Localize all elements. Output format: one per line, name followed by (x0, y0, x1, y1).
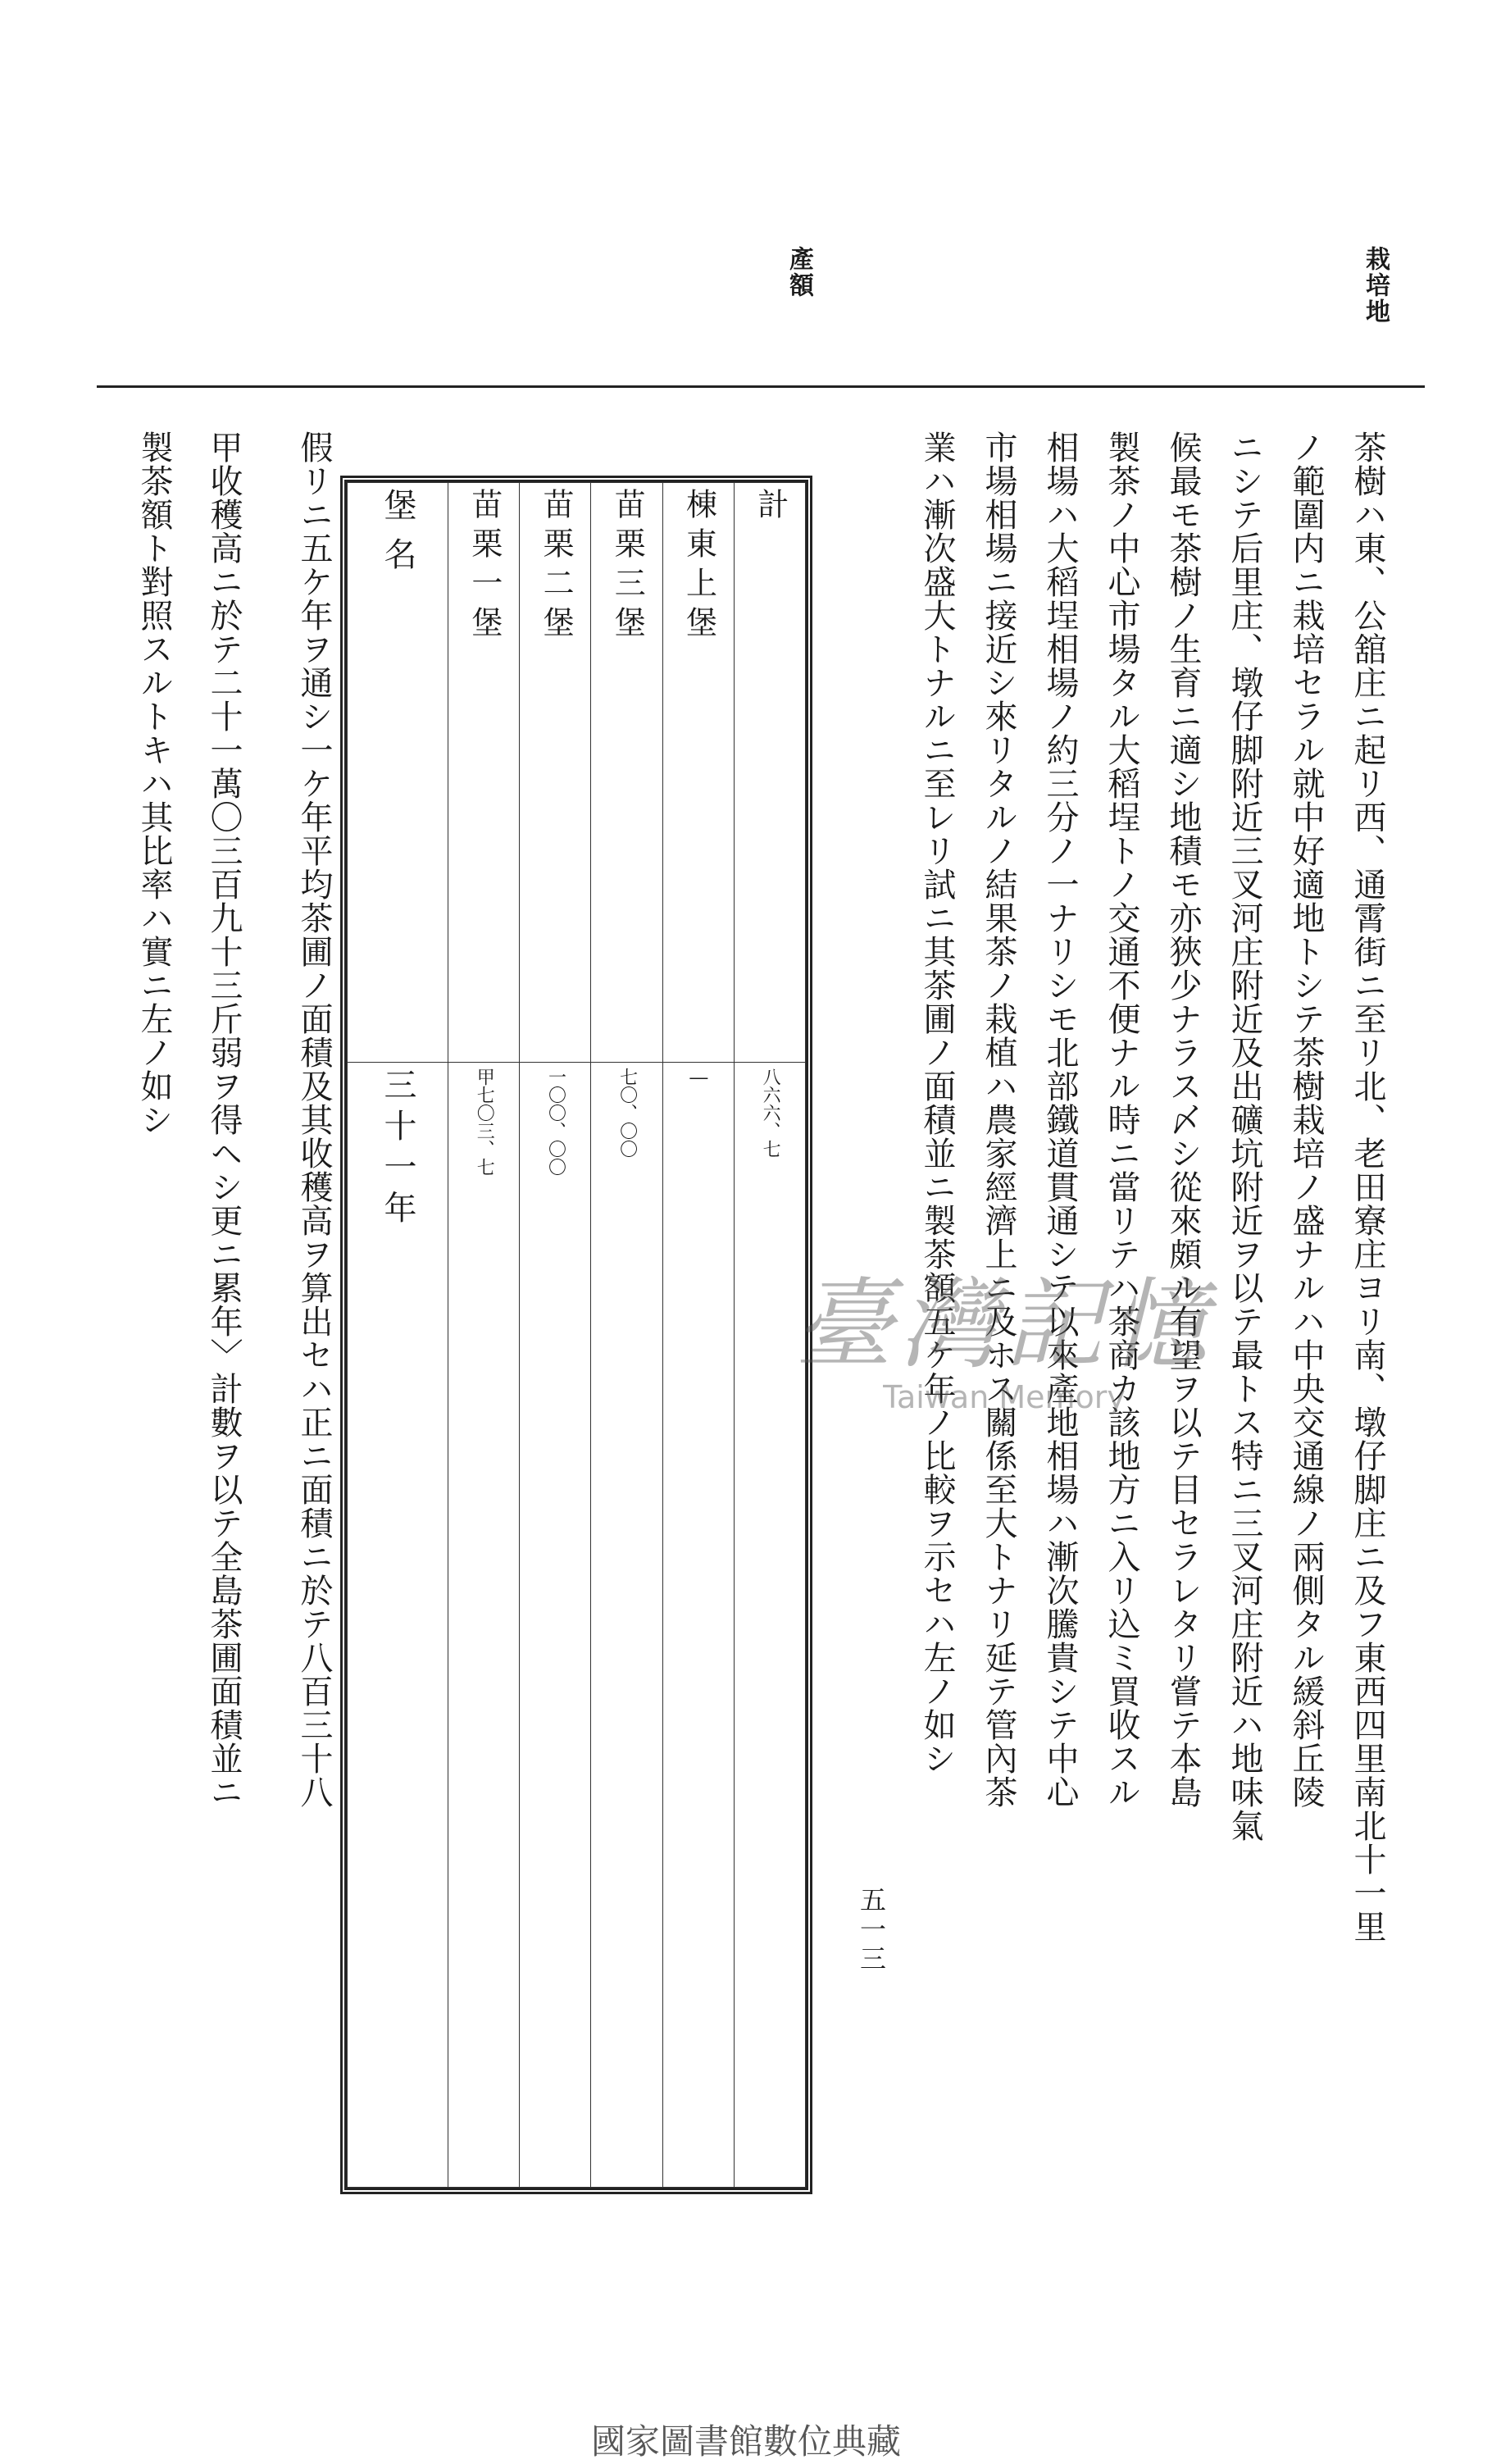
heading-cultivation-area: 栽培地 (1361, 246, 1390, 325)
table-row: 苗栗二堡 (520, 483, 591, 1063)
page-number: 五一三 (856, 1886, 887, 1974)
heading-production: 產額 (785, 246, 813, 298)
year-cell: 三十一年 (348, 1062, 448, 2187)
watermark: 臺灣記憶 Taiwan Memory (794, 1268, 1214, 1415)
footer-caption: 國家圖書館數位典藏 (590, 2421, 901, 2462)
table-cell: 甲七〇三、七 (448, 1062, 519, 2187)
table-cell: 一〇〇、〇〇 (520, 1062, 591, 2187)
text-column: 製茶ノ中心市場タル大稻埕トノ交通不便ナル時ニ當リテハ茶商カ該地方ニ入リ込ミ買收スル (1103, 430, 1140, 1809)
table-row: 苗栗一堡 (448, 483, 519, 1063)
text-column: 假リニ五ケ年ヲ通シ一ケ年平均茶圃ノ面積及其收穫高ヲ算出セハ正ニ面積ニ於テ八百三十八 (295, 430, 333, 1809)
text-column: ニシテ后里庄、墩仔脚附近三叉河庄附近及出礦坑附近ヲ以テ最トス特ニ三叉河庄附近ハ地味氣 (1226, 430, 1263, 1842)
text-column: 甲收穫高ニ於テ二十一萬〇三百九十三斤弱ヲ得ヘシ更ニ累年〉計數ヲ以テ全島茶圃面積並ニ (205, 430, 243, 1809)
table-row: 計 (734, 483, 805, 1063)
tea-production-table (344, 480, 808, 2190)
table-cell: 七〇、〇〇 (591, 1062, 662, 2187)
text-column: 製茶額ト對照スルトキハ其比率ハ實ニ左ノ如シ (135, 430, 173, 1136)
header-rule (97, 385, 1425, 388)
text-column: 候最モ茶樹ノ生育ニ適シ地積モ亦狹少ナラス〆シ從來頗ル有望ヲ以テ目セラレタリ嘗テ本島 (1164, 430, 1202, 1809)
table-row: 苗栗三堡 (591, 483, 662, 1063)
text-column: ノ範圍内ニ栽培セラル就中好適地トシテ茶樹栽培ノ盛ナルハ中央交通線ノ兩側タル緩斜丘陵 (1287, 430, 1325, 1809)
table-header-name: 堡名 (348, 483, 448, 1063)
text-column: 茶樹ハ東、公舘庄ニ起リ西、通霄街ニ至リ北、老田寮庄ヨリ南、墩仔脚庄ニ及フ東西四里南北十一里 (1349, 430, 1386, 1943)
table-cell: 八六六、七 (734, 1062, 805, 2187)
text-column: 相場ハ大稻埕相場ノ約三分ノ一ナリシモ北部鐵道貫通シテ以來產地相場ハ漸次騰貴シテ中心 (1041, 430, 1079, 1809)
table-row: 棟東上堡 (662, 483, 734, 1063)
text-column: 市場相場ニ接近シ來リタルノ結果茶ノ栽植ハ農家經濟上ニ及ホス關係至大トナリ延テ管內茶 (980, 430, 1017, 1809)
table-cell: ― (662, 1062, 734, 2187)
text-column: 業ハ漸次盛大トナルニ至レリ試ニ其茶圃ノ面積並ニ製茶額五ケ年ノ比較ヲ示セハ左ノ如シ (918, 430, 956, 1775)
